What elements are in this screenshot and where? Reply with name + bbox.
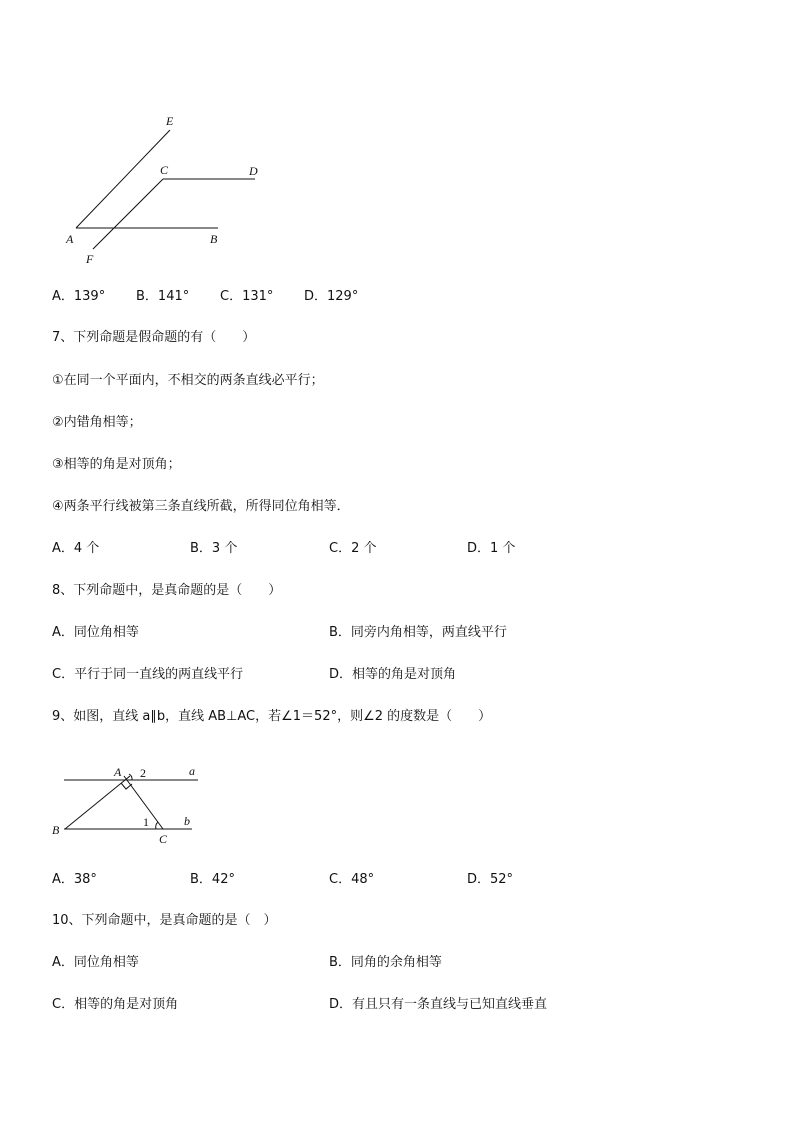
- q9-option-a[interactable]: A．38°: [52, 872, 97, 887]
- q7-option-d[interactable]: D．1 个: [467, 541, 516, 556]
- label-C: C: [159, 832, 168, 846]
- label-D: D: [249, 164, 258, 178]
- q8-stem: 8、下列命题中，是真命题的是（ ）: [52, 583, 282, 598]
- q8-option-a[interactable]: A．同位角相等: [52, 625, 139, 640]
- q6-option-b[interactable]: B．141°: [136, 289, 190, 304]
- q10-stem: 10、下列命题中，是真命题的是（ ）: [52, 913, 277, 928]
- q10-option-b[interactable]: B．同角的余角相等: [329, 955, 442, 970]
- q6-option-a[interactable]: A．139°: [52, 289, 106, 304]
- label-A: A: [66, 232, 74, 246]
- q10-option-a[interactable]: A．同位角相等: [52, 955, 139, 970]
- label-B: B: [52, 823, 60, 837]
- q10-option-c[interactable]: C．相等的角是对顶角: [52, 997, 179, 1012]
- label-2: 2: [140, 766, 146, 780]
- label-B: B: [210, 232, 218, 246]
- label-A: A: [114, 765, 122, 779]
- q10-option-d[interactable]: D．有且只有一条直线与已知直线垂直: [329, 997, 548, 1012]
- q7-option-a[interactable]: A．4 个: [52, 541, 100, 556]
- q9-option-c[interactable]: C．48°: [329, 872, 375, 887]
- q8-option-b[interactable]: B．同旁内角相等，两直线平行: [329, 625, 507, 640]
- q7-stem: 7、下列命题是假命题的有（ ）: [52, 330, 256, 345]
- label-E: E: [166, 114, 174, 128]
- label-a: a: [189, 764, 195, 778]
- label-C: C: [160, 163, 169, 177]
- angle-1-arc: [156, 822, 158, 829]
- label-F: F: [86, 252, 94, 266]
- q7-option-b[interactable]: B．3 个: [190, 541, 238, 556]
- line-BA: [65, 776, 130, 829]
- q7-statement-2: ②内错角相等；: [52, 415, 142, 430]
- label-b: b: [184, 814, 190, 828]
- q9-option-d[interactable]: D．52°: [467, 872, 514, 887]
- q7-statement-3: ③相等的角是对顶角；: [52, 457, 181, 472]
- q7-statement-1: ①在同一个平面内，不相交的两条直线必平行；: [52, 373, 324, 388]
- q9-stem: 9、如图，直线 a∥b，直线 AB⊥AC，若∠1＝52°，则∠2 的度数是（ ）: [52, 709, 492, 724]
- q7-statement-4: ④两条平行线被第三条直线所截，所得同位角相等．: [52, 499, 350, 514]
- q8-option-d[interactable]: D．相等的角是对顶角: [329, 667, 457, 682]
- q9-option-b[interactable]: B．42°: [190, 872, 235, 887]
- label-1: 1: [143, 815, 149, 829]
- q7-option-c[interactable]: C．2 个: [329, 541, 377, 556]
- q6-option-c[interactable]: C．131°: [220, 289, 274, 304]
- q8-option-c[interactable]: C．平行于同一直线的两直线平行: [52, 667, 244, 682]
- q6-option-d[interactable]: D．129°: [304, 289, 359, 304]
